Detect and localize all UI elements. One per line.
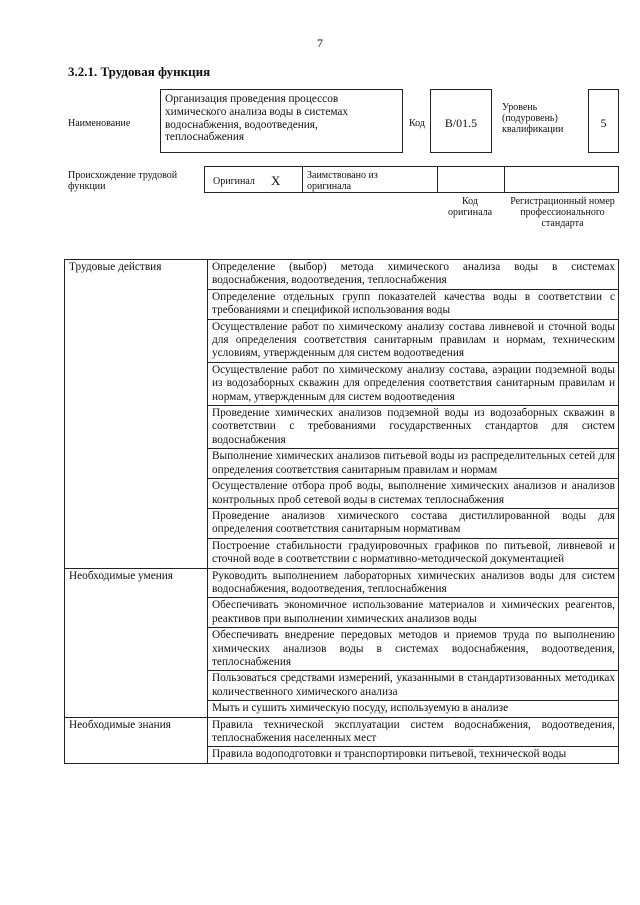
table-row bbox=[65, 717, 619, 747]
item-cell: Осуществление работ по химическому анализу состава, аэрации подземной воды из водозаборных скважин для определения соответствия санитарным правилам и нормам, утвержденным для систем водоотведения bbox=[208, 362, 619, 405]
code-value: B/01.5 bbox=[430, 89, 492, 153]
item-cell: Проведение анализов химического состава дистиллированной воды для определения соответствия санитарным нормативам bbox=[208, 508, 619, 538]
page-number: 7 bbox=[317, 36, 323, 50]
item-cell: Проведение химических анализов подземной воды из водозаборных скважин в соответствии с требованиями государственных стандартов для систем водоснабжения bbox=[208, 406, 619, 449]
item-cell: Мыть и сушить химическую посуду, используемую в анализе bbox=[208, 701, 619, 717]
item-cell: Правила водоподготовки и транспортировки питьевой, технической воды bbox=[208, 747, 619, 763]
divider bbox=[437, 166, 438, 193]
item-cell: Руководить выполнением лабораторных химических анализов воды для систем водоснабжения, водоотведения, теплоснабжения bbox=[208, 568, 619, 598]
item-cell: Осуществление работ по химическому анализу состава ливневой и сточной воды для определения соответствия санитарным правилам и нормам, техническим условиям, утвержденным для систем водоотведения bbox=[208, 319, 619, 362]
borrowed-label: Заимствовано из оригинала bbox=[307, 170, 378, 192]
name-value: Организация проведения процессов химического анализа воды в системах водоснабжения, водоотведения, теплоснабжения bbox=[160, 89, 403, 153]
item-cell: Определение отдельных групп показателей качества воды в соответствии с требованиями и спецификой использования воды bbox=[208, 289, 619, 319]
origin-row bbox=[204, 166, 619, 193]
item-cell: Пользоваться средствами измерений, указанными в стандартизованных методиках количественного химического анализа bbox=[208, 671, 619, 701]
item-cell: Выполнение химических анализов питьевой воды из распределительных сетей для определения соответствия санитарным правилам и нормам bbox=[208, 449, 619, 479]
divider bbox=[504, 166, 505, 193]
category-cell: Необходимые знания bbox=[65, 717, 208, 763]
function-table bbox=[64, 259, 619, 764]
item-cell: Обеспечивать экономичное использование материалов и химических реагентов, реактивов при выполнении химических анализов воды bbox=[208, 598, 619, 628]
reg-number-caption: Регистрационный номер профессионального стандарта bbox=[510, 196, 615, 229]
item-cell: Правила технической эксплуатации систем водоснабжения, водоотведения, теплоснабжения населенных мест bbox=[208, 717, 619, 747]
item-cell: Обеспечивать внедрение передовых методов и приемов труда по выполнению химических анализов воды в системах водоснабжения, водоотведения, теплоснабжения bbox=[208, 628, 619, 671]
level-value: 5 bbox=[588, 89, 619, 153]
original-mark: X bbox=[271, 173, 281, 188]
level-label: Уровень (подуровень) квалификации bbox=[502, 102, 564, 135]
category-cell: Необходимые умения bbox=[65, 568, 208, 717]
code-original-caption: Код оригинала bbox=[447, 196, 493, 218]
name-label: Наименование bbox=[68, 118, 131, 129]
item-cell: Построение стабильности градуировочных графиков по питьевой, ливневой и сточной воде в соответствии с нормативно-методической документацией bbox=[208, 538, 619, 568]
table-row bbox=[65, 260, 619, 290]
origin-label: Происхождение трудовой функции bbox=[68, 170, 178, 192]
category-cell: Трудовые действия bbox=[65, 260, 208, 569]
item-cell: Осуществление отбора проб воды, выполнение химических анализов и анализов контрольных проб сетевой воды в системах теплоснабжения bbox=[208, 479, 619, 509]
section-title: 3.2.1. Трудовая функция bbox=[68, 64, 211, 79]
item-cell: Определение (выбор) метода химического анализа воды в системах водоснабжения, водоотведения, теплоснабжения bbox=[208, 260, 619, 290]
table-row bbox=[65, 568, 619, 598]
code-label: Код bbox=[409, 118, 425, 129]
original-label: Оригинал bbox=[213, 176, 255, 187]
divider bbox=[302, 166, 303, 193]
